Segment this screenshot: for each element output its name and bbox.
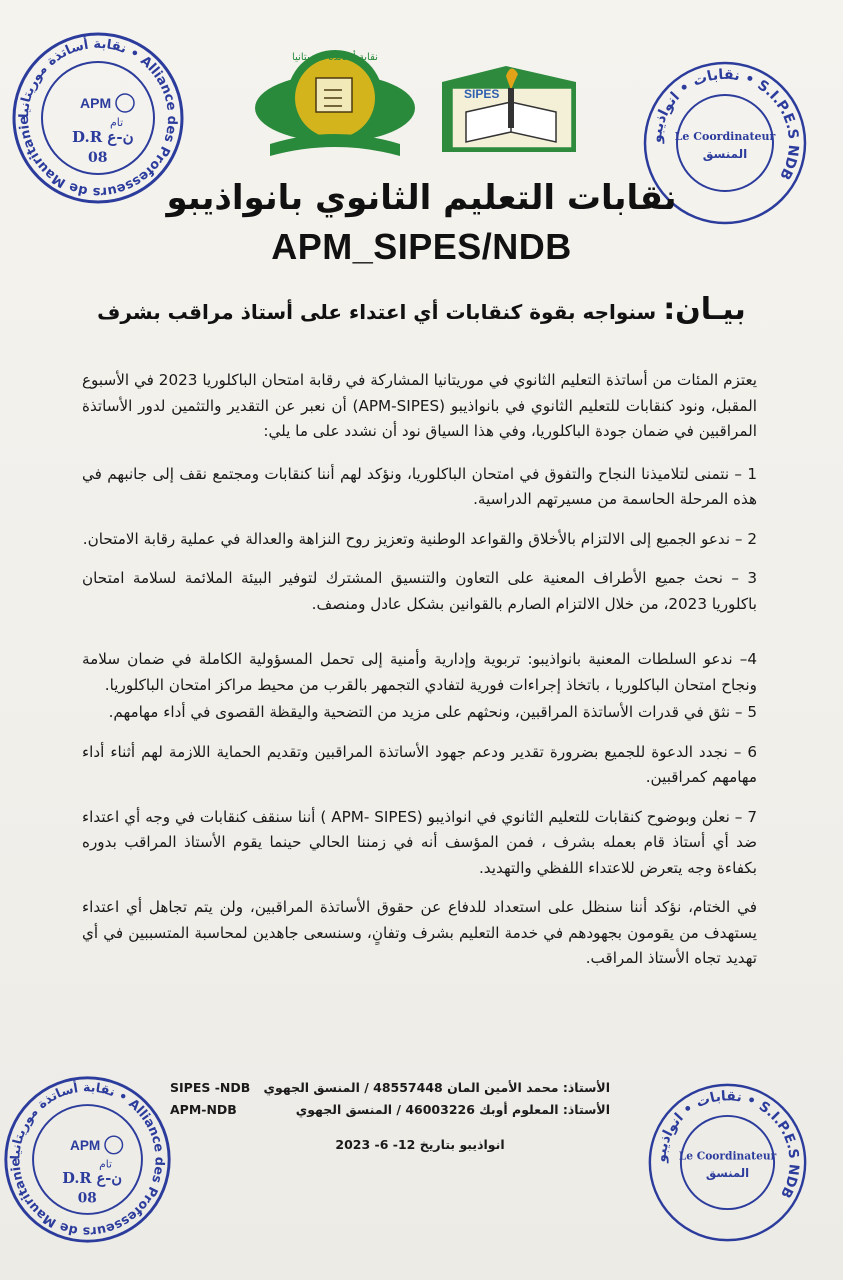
intro-paragraph: يعتزم المئات من أساتذة التعليم الثانوي في موريتانيا المشاركة في رقابة امتحان الباكلوريا 2023 في الأسبوع المقبل، ونود كنقابات للتعليم الثانوي في بانواذيبو (APM-SIPES) أن نعبر عن التقدير والتثمين لدور الأساتذة المراقبين في ضمان جودة الباكلوريا، وفي هذا السياق نود أن نشدد على ما يلي: [82,371,758,440]
signature-org: SIPES -NDB [170,1080,251,1095]
sipes-logo [436,52,586,176]
page-title-arabic: نقابات التعليم الثانوي بانواذيبو [166,178,677,218]
signature-name: الأستاذ: محمد الأمين المان 48557448 / المنسق الجهوي [263,1080,610,1095]
point-7: 7 – نعلن وبوضوح كنقابات للتعليم الثانوي في انواذيبو (APM- SIPES ) أننا سنقف كنقابات في وجه أي اعتداء ضد أي أستاذ قام بعمله بشرف ، فمن المؤسف أنه في زمننا الحالي حينما يقوم الأستاذ المراقب بدوره بكفاءة وجه يتعرض للاعتداء اللفظي والتهديد. [82,807,757,877]
apm-stamp-ring-text: نقابة أساتذة موريتانيا • Alliance des Professeurs de Mauritanie [16,36,180,200]
point-6: 6 – نجدد الدعوة للجميع بضرورة تقدير ودعم جهود الأساتذة المراقبين وتقديم الحماية اللازمة لهم أثناء أداء مهامهم كمراقبين. [82,742,757,786]
apm-logo [250,40,420,174]
signature-row [170,1077,610,1099]
sipes-stamp-bottom-right [645,1080,810,1245]
apm-stamp-num: 08 [88,150,108,166]
sipes-stamp-center-fr: Le Coordinateur [678,1149,777,1163]
sipes-stamp-center-ar: المنسق [705,1166,750,1181]
apm-stamp-dr: D.R ن-ع [62,1169,123,1187]
point-1: 1 – نتمنى لتلاميذنا النجاح والتفوق في امتحان الباكلوريا، ونؤكد لهم أننا كنقابات ومجتمع نقف إلى جانبهم في هذه المرحلة الحاسمة من مسيرتهم الدراسية. [82,464,757,508]
sipes-stamp-center-fr: Le Coordinateur [674,130,776,143]
apm-stamp-num: 08 [77,1190,97,1207]
page-title-latin: APM_SIPES/NDB [271,226,572,267]
apm-stamp-tam: تام [110,116,124,129]
point-4: 4– ندعو السلطات المعنية بانواذيبو: تربوية وإدارية وأمنية إلى تحمل المسؤولية الكاملة في ضمان سلامة ونجاح امتحان الباكلوريا ، باتخاذ إجراءات فورية لتفادي التجمهر بالقرب من محيط مراكز امتحان الباكلوريا. [82,650,757,694]
apm-stamp-bottom-left [0,1072,175,1247]
sipes-stamp-center-ar: المنسق [702,147,748,161]
statement-label: بيـان: [663,292,746,327]
apm-stamp-center: APM [70,1137,101,1153]
statement-text: سنواجه بقوة كنقابات أي اعتداء على أستاذ مراقب بشرف [97,300,657,324]
point-3: 3 – نحث جميع الأطراف المعنية على التعاون والتنسيق المشترك لتوفير البيئة الملائمة لسلامة امتحان باكلوريا 2023، من خلال الالتزام الصارم بالقوانين بشكل عادل ومنصف. [82,569,757,613]
signature-org: APM-NDB [170,1102,237,1117]
apm-stamp-dr: D.R ن-ع [72,128,134,146]
point-5: 5 – نثق في قدرات الأساتذة المراقبين، ونحثهم على مزيد من التضحية واليقظة القصوى في أداء مهامهم. [108,703,757,721]
signature-name: الأستاذ: المعلوم أوبك 46003226 / المنسق الجهوي [295,1102,610,1117]
svg-text:نقابة أساتذة موريتانيا • Allia [7,1079,167,1239]
signatures-block [170,1077,610,1121]
signature-row [170,1099,610,1121]
sipes-stamp-ring-text: نقابات • انواذيبو • S.I.P.E.S NDB [653,1088,802,1201]
document-date: انواذيبو بتاريخ 12- 6- 2023 [335,1137,505,1152]
apm-stamp-tam: تام [99,1157,113,1171]
apm-stamp-ring-text: نقابة أساتذة موريتانيا • Alliance des Professeurs de Mauritanie [7,1079,168,1240]
statement-body [82,368,757,972]
apm-stamp-center: APM [80,95,112,111]
apm-logo-caption: نقابة أساتذة موريتانيا [292,52,378,63]
point-2: 2 – ندعو الجميع إلى الالتزام بالأخلاق والقواعد الوطنية وتعزيز روح النزاهة والعدالة في عملية رقابة الامتحان. [82,529,757,548]
sipes-stamp-ring-text: نقابات • انواذيبو • S.I.P.E.S NDB [648,66,802,183]
closing-paragraph: في الختام، نؤكد أننا سنظل على استعداد للدفاع عن حقوق الأساتذة المراقبين، ولن يتم تجاهل أي اعتداء يستهدف من يقومون بجهودهم في خدمة التعليم بشرف وتفانٍ، وسنسعى جاهدين لمحاسبة المتسببين في أي تهديد تجاه الأستاذ المراقب. [82,898,757,967]
statement-heading [80,292,763,327]
sipes-logo-caption: SIPES [464,87,500,101]
